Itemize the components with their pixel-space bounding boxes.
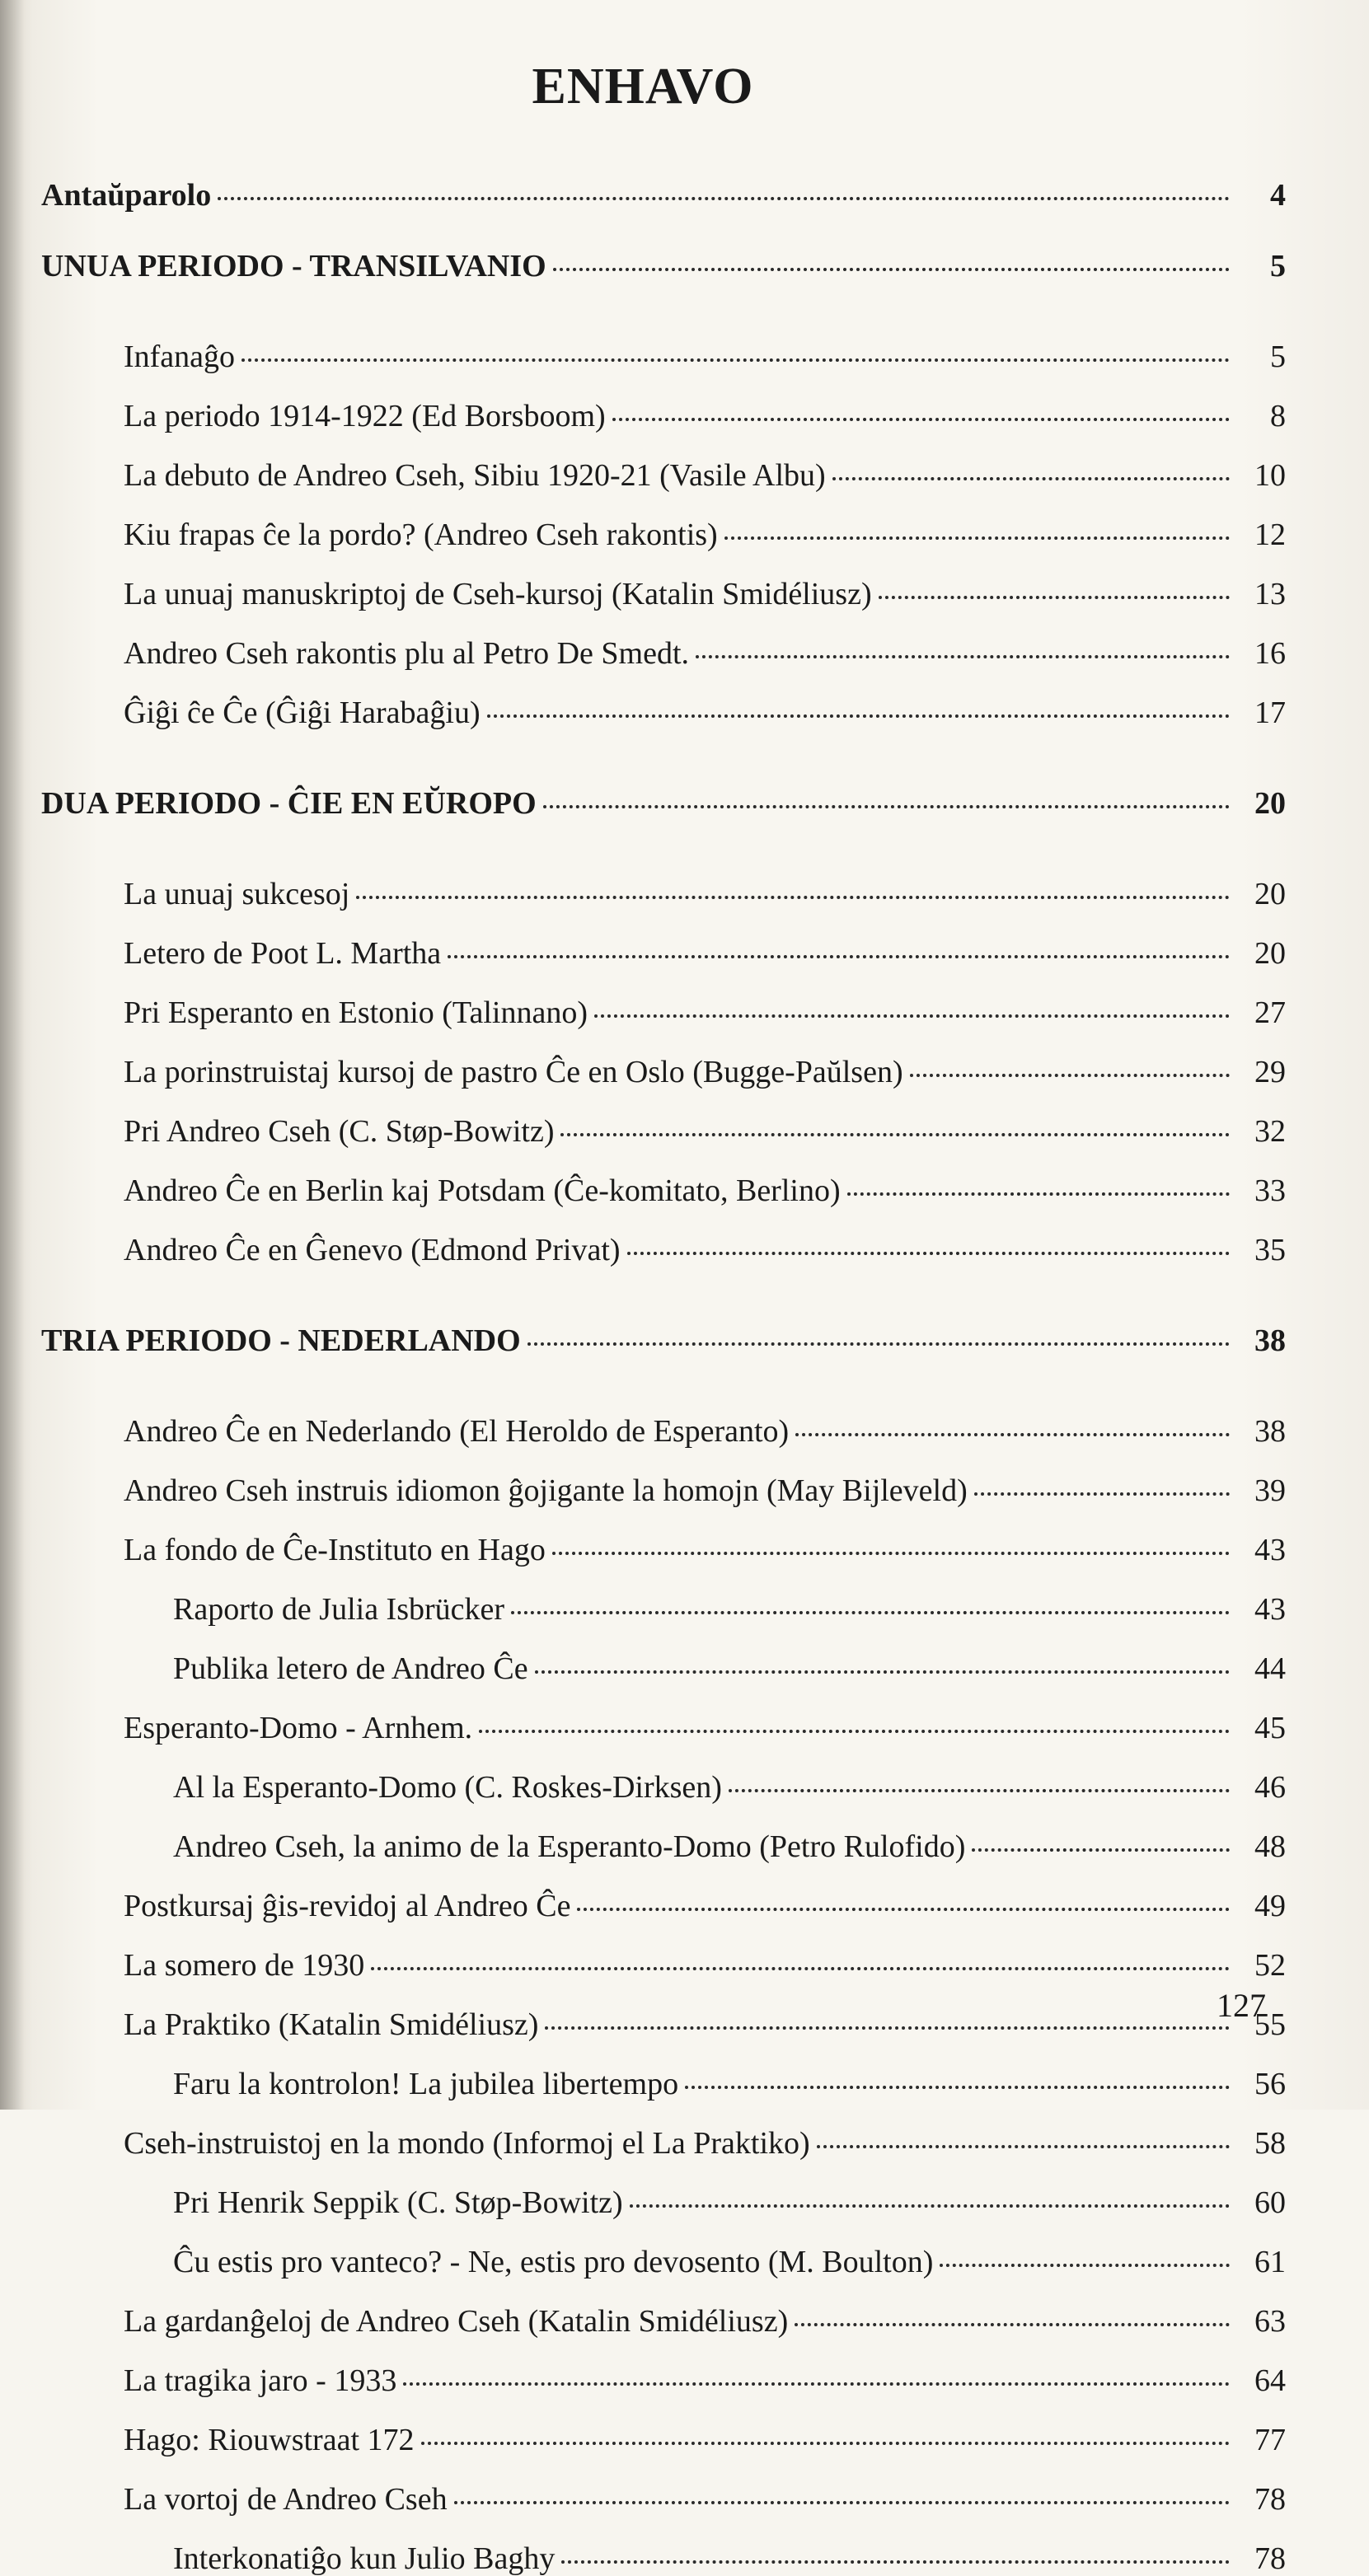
toc-entry-title: Infanaĝo (124, 340, 236, 374)
dot-leader (218, 197, 1230, 200)
toc-entry-page: 77 (1254, 2423, 1286, 2457)
toc-entry-page: 39 (1254, 1473, 1286, 1508)
dot-leader (879, 596, 1230, 599)
toc-entry-page: 43 (1254, 1592, 1286, 1627)
toc-section-heading (41, 180, 1286, 211)
dot-leader (795, 1433, 1230, 1436)
toc-entry (41, 1534, 1286, 1566)
toc-entry-title: Letero de Poot L. Martha (124, 936, 442, 971)
dot-leader (724, 536, 1230, 540)
toc-entry-page: 78 (1254, 2541, 1286, 2576)
toc-entry (41, 2365, 1286, 2396)
toc-entry (41, 1831, 1286, 1862)
toc-entry (41, 638, 1286, 669)
toc-entry (41, 1653, 1286, 1684)
dot-leader (696, 655, 1230, 658)
toc-entry-title: Andreo Cseh, la animo de la Esperanto-Domo (Petro Rulofido) (173, 1829, 966, 1864)
toc-entry (41, 1772, 1286, 1803)
toc-entry-title: La Praktiko (Katalin Smidéliusz) (124, 2007, 539, 2042)
toc-entry-title: Al la Esperanto-Domo (C. Roskes-Dirksen) (173, 1770, 722, 1805)
toc-entry (41, 1116, 1286, 1147)
dot-leader (832, 477, 1230, 480)
toc-entry-page: 44 (1254, 1651, 1286, 1686)
toc-entry-page: 29 (1254, 1055, 1286, 1089)
dot-leader (479, 1730, 1230, 1733)
toc-entry-title: Ĉu estis pro vanteco? - Ne, estis pro devosento (M. Boulton) (173, 2245, 934, 2279)
toc-entry (41, 2306, 1286, 2337)
dot-leader (910, 1074, 1230, 1077)
toc-entry-title: La unuaj manuskriptoj de Cseh-kursoj (Katalin Smidéliusz) (124, 577, 872, 611)
toc-entry (41, 1950, 1286, 1981)
toc-entry (41, 938, 1286, 969)
dot-leader (594, 1014, 1230, 1018)
toc-entry-title: La tragika jaro - 1933 (124, 2363, 397, 2398)
toc-entry-page: 38 (1254, 1414, 1286, 1449)
toc-entry (41, 2484, 1286, 2515)
toc-entry-title: Publika letero de Andreo Ĉe (173, 1651, 528, 1686)
dot-leader (685, 2086, 1230, 2089)
toc-entry-title: DUA PERIODO - ĈIE EN EŬROPO (41, 786, 537, 821)
toc-entry-page: 10 (1254, 458, 1286, 493)
dot-leader (972, 1848, 1230, 1852)
toc-entry-title: Cseh-instruistoj en la mondo (Informoj el La Praktiko) (124, 2126, 810, 2161)
toc-entry-title: TRIA PERIODO - NEDERLANDO (41, 1323, 521, 1358)
toc-entry-page: 43 (1254, 1533, 1286, 1567)
toc-entry-title: Postkursaj ĝis-revidoj al Andreo Ĉe (124, 1889, 571, 1923)
toc-entry-page: 52 (1254, 1948, 1286, 1983)
dot-leader (535, 1670, 1230, 1674)
toc-entry (41, 578, 1286, 610)
toc-entry-title: Hago: Riouwstraat 172 (124, 2423, 415, 2457)
toc-entry (41, 1594, 1286, 1625)
toc-entry-title: La debuto de Andreo Cseh, Sibiu 1920-21 (Vasile Albu) (124, 458, 826, 493)
toc-entry (41, 2543, 1286, 2574)
toc-entry-title: La fondo de Ĉe-Instituto en Hago (124, 1533, 546, 1567)
toc-entry (41, 1056, 1286, 1088)
toc-entry (41, 2009, 1286, 2040)
dot-leader (454, 2501, 1230, 2504)
toc-entry-title: La somero de 1930 (124, 1948, 365, 1983)
dot-leader (553, 268, 1230, 271)
dot-leader (612, 418, 1230, 421)
toc-entry-page: 48 (1254, 1829, 1286, 1864)
toc-entry (41, 460, 1286, 491)
toc-entry-page: 78 (1254, 2482, 1286, 2517)
toc-entry-page: 4 (1270, 178, 1286, 213)
toc-entry-page: 58 (1254, 2126, 1286, 2161)
toc-entry-page: 32 (1254, 1114, 1286, 1149)
toc-entry-title: Interkonatiĝo kun Julio Baghy (173, 2541, 556, 2576)
dot-leader (795, 2323, 1230, 2326)
dot-leader (577, 1908, 1230, 1911)
toc-entry (41, 2068, 1286, 2100)
toc-entry-page: 35 (1254, 1233, 1286, 1267)
toc-entry (41, 2424, 1286, 2456)
toc-entry (41, 1175, 1286, 1206)
dot-leader (448, 955, 1230, 958)
toc-entry-title: Andreo Ĉe en Nederlando (El Heroldo de Esperanto) (124, 1414, 790, 1449)
toc-entry-page: 20 (1254, 786, 1286, 821)
toc-entry-title: Faru la kontrolon! La jubilea libertempo (173, 2067, 679, 2101)
toc-entry-page: 49 (1254, 1889, 1286, 1923)
page-title: ENHAVO (532, 59, 754, 115)
toc-entry-page: 17 (1254, 696, 1286, 730)
toc-entry-page: 20 (1254, 877, 1286, 911)
toc-entry (41, 997, 1286, 1028)
dot-leader (527, 1342, 1230, 1346)
toc-entry-page: 38 (1254, 1323, 1286, 1358)
toc-entry-title: Raporto de Julia Isbrücker (173, 1592, 505, 1627)
toc-entry-page: 55 (1254, 2007, 1286, 2042)
toc-entry-page: 5 (1270, 340, 1286, 374)
toc-entry-title: Kiu frapas ĉe la pordo? (Andreo Cseh rakontis) (124, 518, 718, 552)
dot-leader (817, 2145, 1230, 2148)
page-number: 127 (1217, 1987, 1266, 2024)
toc-entry (41, 1234, 1286, 1266)
toc-entry-title: Andreo Cseh rakontis plu al Petro De Smedt. (124, 636, 690, 671)
toc-entry (41, 519, 1286, 550)
dot-leader (543, 805, 1230, 808)
toc-entry-title: Esperanto-Domo - Arnhem. (124, 1711, 473, 1745)
toc-entry-title: Andreo Ĉe en Berlin kaj Potsdam (Ĉe-komitato, Berlino) (124, 1173, 841, 1208)
dot-leader (356, 896, 1230, 899)
dot-leader (487, 714, 1230, 718)
toc-entry-page: 33 (1254, 1173, 1286, 1208)
dot-leader (627, 1252, 1230, 1255)
toc-entry-title: La periodo 1914-1922 (Ed Borsboom) (124, 399, 606, 433)
dot-leader (421, 2442, 1230, 2445)
toc-entry-title: Ĝiĝi ĉe Ĉe (Ĝiĝi Harabaĝiu) (124, 696, 481, 730)
toc-entry-page: 46 (1254, 1770, 1286, 1805)
dot-leader (847, 1192, 1230, 1196)
toc-entry-page: 20 (1254, 936, 1286, 971)
toc-entry (41, 1416, 1286, 1447)
toc-entry (41, 341, 1286, 372)
dot-leader (552, 1552, 1230, 1555)
toc-entry-title: La vortoj de Andreo Cseh (124, 2482, 448, 2517)
toc-entry-title: La gardanĝeloj de Andreo Cseh (Katalin Smidéliusz) (124, 2304, 789, 2339)
dot-leader (729, 1789, 1230, 1792)
toc-entry (41, 1712, 1286, 1744)
dot-leader (511, 1611, 1230, 1614)
toc-entry (41, 878, 1286, 910)
toc-entry-title: Andreo Cseh instruis idiomon ĝojigante la homojn (May Bijleveld) (124, 1473, 968, 1508)
toc-entry-title: Pri Andreo Cseh (C. Støp-Bowitz) (124, 1114, 555, 1149)
toc-section-heading (41, 251, 1286, 282)
toc-entry (41, 1475, 1286, 1506)
dot-leader (403, 2382, 1230, 2386)
spine-shadow (0, 0, 25, 2110)
toc-entry-title: Andreo Ĉe en Ĝenevo (Edmond Privat) (124, 1233, 621, 1267)
toc-entry-page: 8 (1270, 399, 1286, 433)
toc-entry (41, 2128, 1286, 2159)
toc-entry-page: 60 (1254, 2185, 1286, 2220)
dot-leader (561, 2560, 1230, 2564)
toc-entry-page: 12 (1254, 518, 1286, 552)
toc-entry-page: 5 (1270, 249, 1286, 283)
toc-entry-page: 64 (1254, 2363, 1286, 2398)
toc-entry-title: UNUA PERIODO - TRANSILVANIO (41, 249, 546, 283)
toc-section-heading (41, 1325, 1286, 1356)
toc-entry-page: 45 (1254, 1711, 1286, 1745)
toc-entry-title: La porinstruistaj kursoj de pastro Ĉe en Oslo (Bugge-Paŭlsen) (124, 1055, 903, 1089)
dot-leader (974, 1492, 1230, 1496)
toc-section-heading (41, 788, 1286, 819)
toc-entry-title: La unuaj sukcesoj (124, 877, 350, 911)
dot-leader (630, 2204, 1230, 2208)
toc-entry-page: 63 (1254, 2304, 1286, 2339)
toc-entry-page: 56 (1254, 2067, 1286, 2101)
toc-entry (41, 400, 1286, 432)
toc-entry (41, 1890, 1286, 1922)
dot-leader (940, 2264, 1230, 2267)
toc-entry-page: 27 (1254, 995, 1286, 1030)
toc-entry-page: 13 (1254, 577, 1286, 611)
toc-entry (41, 2246, 1286, 2278)
toc-entry-title: Pri Esperanto en Estonio (Talinnano) (124, 995, 588, 1030)
toc-entry-title: Pri Henrik Seppik (C. Støp-Bowitz) (173, 2185, 623, 2220)
dot-leader (560, 1133, 1230, 1136)
toc-entry (41, 697, 1286, 728)
dot-leader (545, 2026, 1230, 2030)
toc-entry-page: 61 (1254, 2245, 1286, 2279)
table-of-contents (41, 180, 1286, 2574)
toc-entry-page: 16 (1254, 636, 1286, 671)
toc-entry-title: Antaŭparolo (41, 178, 212, 213)
dot-leader (241, 358, 1230, 362)
toc-entry (41, 2187, 1286, 2218)
dot-leader (371, 1967, 1230, 1970)
